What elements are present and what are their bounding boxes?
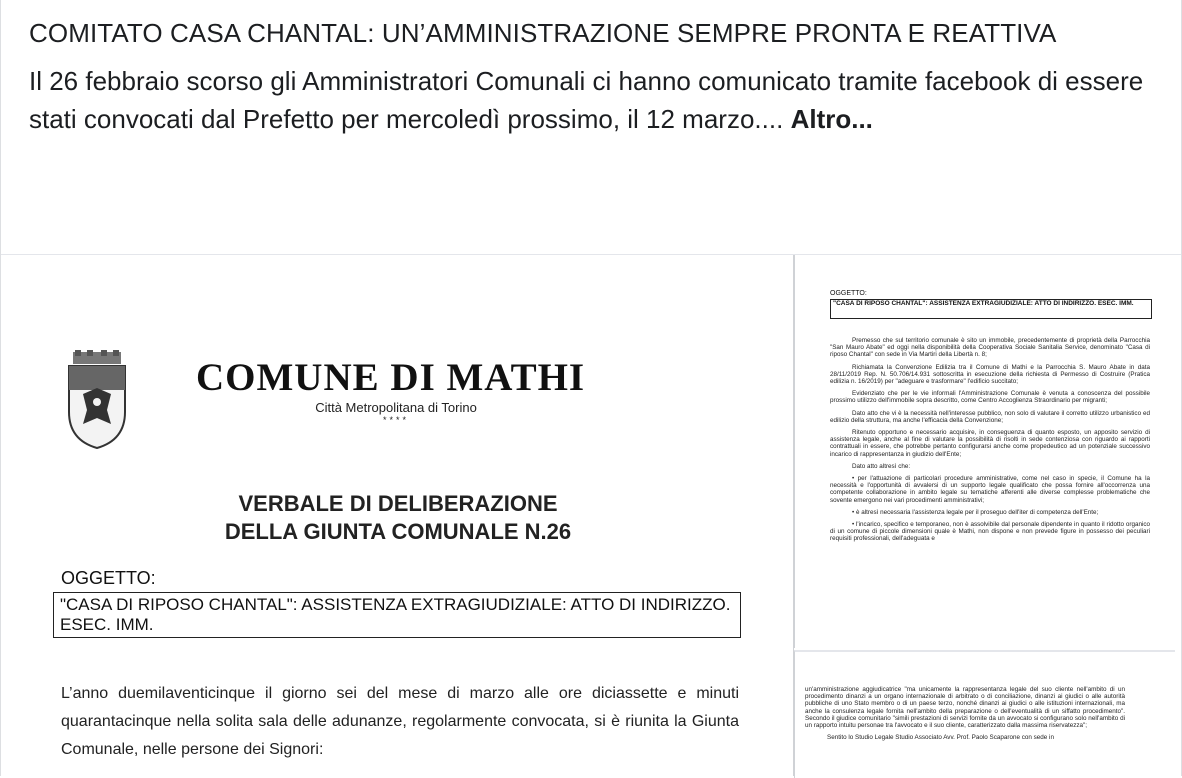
side-paragraph: Premesso che sul territorio comunale è sito un immobile, precedentemente di proprietà della Parrocchia "San Mauro Abate" ed oggi nella disponibilità della Cooperativa Sociale Sanitalia Service, denominato "Casa di riposo Chantal" con sede in Via Martiri della Libertà n. 8; [830, 337, 1150, 359]
oggetto-box: "CASA DI RIPOSO CHANTAL": ASSISTENZA EXTRAGIUDIZIALE: ATTO DI INDIRIZZO. ESEC. IMM. [53, 592, 741, 638]
side-bottom-paragraph: un'amministrazione aggiudicatrice "ma unicamente la rappresentanza legale del suo cliente nell'ambito di un procedimento dinanzi a un organo internazionale di arbitrato o di conciliazione, dinanzi ai giudici o alle autorità pubbliche di uno Stato membro o di un paese terzo, nonché dinanzi ai giudici o alle istituzioni internazionali, ma anche la consulenza legale fornita nell'ambito della preparazione o dell'eventualità di un siffatto procedimento". Secondo il giudice comunitario "simili prestazioni di servizi fornite da un avvocato si configurano solo nell'ambito di un rapporto intuitu personae tra l'avvocato e il suo cliente, caratterizzato dalla massima riservatezza"; [805, 686, 1125, 730]
comune-name: COMUNE DI MATHI [196, 356, 586, 399]
comune-subtitle: Città Metropolitana di Torino [315, 400, 477, 415]
post-text [29, 14, 1161, 138]
see-more-link[interactable]: Altro... [790, 104, 873, 134]
side-paragraph: Dato atto che vi è la necessità nell'interesse pubblico, non solo di valutare il corretto utilizzo urbanistico ed edilizio della struttura, ma anche l'efficacia della Convenzione; [830, 409, 1150, 424]
document-body-text: L’anno duemilaventicinque il giorno sei del mese di marzo alle ore diciassette e minuti quarantacinque nella solita sala delle adunanze, regolarmente convocata, si è riunita la Giunta Comunale, nelle persone dei Signori: [61, 685, 739, 758]
side-bottom-paragraphs [805, 686, 1125, 746]
side-bottom-paragraph: Sentito lo Studio Legale Studio Associato Avv. Prof. Paolo Scaparone con sede in [827, 734, 1054, 742]
verbale-line-1: VERBALE DI DELIBERAZIONE [238, 491, 558, 516]
post-body-text: Il 26 febbraio scorso gli Amministratori Comunali ci hanno comunicato tramite facebook di essere stati convocati dal Prefetto per mercoledì prossimo, il 12 marzo.... [29, 66, 1144, 134]
side-paragraph: Richiamata la Convenzione Edilizia tra il Comune di Mathi e la Parrocchia S. Mauro Abate in data 28/11/2019 Rep. N. 50.706/14.931 sottoscritta in esecuzione della richiesta di Permesso di Costruire (Pratica edilizia n. 16/2019) per "adeguare e trasformare" l'edificio succitato; [830, 363, 1150, 386]
post-title: COMITATO CASA CHANTAL: UN’AMMINISTRAZIONE SEMPRE PRONTA E REATTIVA [29, 18, 1057, 48]
coat-of-arms-icon [63, 350, 131, 450]
side-paragraph: Ritenuto opportuno e necessario acquisire, in conseguenza di quanto esposto, un apposito servizio di assistenza legale, anche al fine di valutare la possibilità di risolti in sede contenziosa con riguardo ai rapporti contrattuali in essere, che potrebbe pertanto configurarsi anche come propedeutico ad un potenziale successivo incarico di rappresentanza in giudizio dell'Ente; [830, 429, 1150, 458]
attachment-document-page-2[interactable] [794, 255, 1175, 648]
side-paragraph: • è altresì necessaria l'assistenza legale per il proseguo dell'iter di competenza dell'Ente; [852, 508, 1099, 516]
side-paragraph: Dato atto altresì che: [852, 462, 911, 470]
comune-stars: **** [382, 415, 409, 425]
side-oggetto-label: OGGETTO: [830, 290, 867, 297]
oggetto-label: OGGETTO: [61, 568, 156, 588]
verbale-heading [141, 490, 655, 546]
verbale-line-2: DELLA GIUNTA COMUNALE N.26 [224, 519, 572, 544]
side-oggetto-box: "CASA DI RIPOSO CHANTAL": ASSISTENZA EXTRAGIUDIZIALE: ATTO DI INDIRIZZO. ESEC. IMM. [830, 299, 1152, 319]
side-paragraph: • per l'attuazione di particolari procedure amministrative, come nel caso in specie, il Comune ha la necessità e l'opportunità di avvalersi di un supporto legale qualificato che possa fornire all'occorrenza una competente collaborazione in ambito legale su tematiche afferenti alle diverse complesse problematiche che sovente emergono nei vari procedimenti amministrativi; [830, 475, 1150, 504]
post-body [29, 62, 1161, 138]
side-paragraph: Evidenziato che per le vie informali l'Amministrazione Comunale è venuta a conoscenza del possibile prossimo utilizzo dell'immobile sopra descritto, come Centro Accoglienza Straordinario per migranti; [830, 390, 1150, 405]
side-paragraphs [830, 337, 1150, 548]
attachment-document-page-3[interactable] [794, 650, 1175, 778]
side-paragraph: • l'incarico, specifico e temporaneo, non è assolvibile dal personale dipendente in quanto il ridotto organico di un comune di piccole dimensioni quale è Mathi, non dispone e non prevede figure in possesso dei peculiari requisiti professionali, dell'adeguata e [830, 521, 1150, 543]
